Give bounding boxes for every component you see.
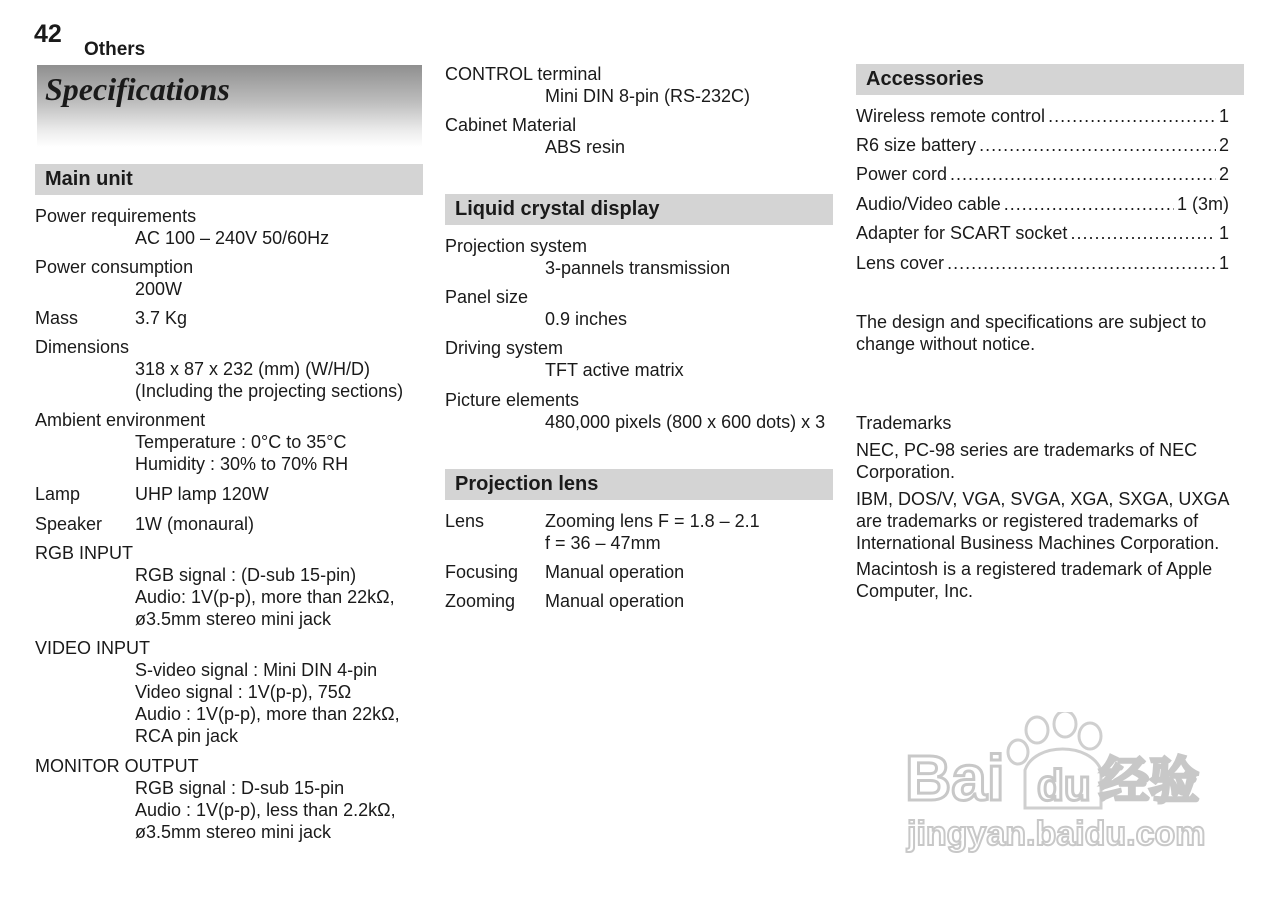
spec-label: Focusing [445, 562, 519, 582]
spec-entry [35, 336, 403, 402]
accessory-item [856, 222, 1229, 244]
spec-value: ABS resin [545, 137, 626, 157]
spec-label: Lens [445, 511, 485, 531]
main-unit-heading: Main unit [35, 164, 423, 195]
spec-entry [35, 755, 396, 843]
spec-entry [445, 63, 750, 107]
spec-value: Zooming lens F = 1.8 – 2.1 [545, 511, 760, 531]
accessory-name: Power cord [856, 164, 948, 184]
baidu-watermark [905, 712, 1210, 862]
spec-label: Ambient environment [35, 410, 206, 430]
spec-label: Dimensions [35, 337, 130, 357]
spec-label: Mass [35, 308, 79, 328]
spec-entry [445, 337, 684, 381]
spec-value: Temperature : 0°C to 35°C [135, 432, 347, 452]
spec-entry [445, 389, 825, 433]
accessory-qty: 1 [1218, 106, 1229, 126]
spec-label: Power requirements [35, 206, 197, 226]
accessory-qty: 2 [1218, 164, 1229, 184]
accessory-item [856, 252, 1229, 274]
spec-value: AC 100 – 240V 50/60Hz [135, 228, 330, 248]
spec-label: Projection system [445, 236, 588, 256]
leader-dots [979, 134, 1216, 156]
spec-value: Audio : 1V(p-p), more than 22kΩ, [135, 704, 400, 724]
spec-value: Manual operation [545, 562, 685, 582]
accessory-name: Lens cover [856, 253, 945, 273]
spec-entry [445, 510, 760, 554]
spec-entry [35, 409, 348, 475]
spec-entry [445, 561, 684, 583]
spec-value: 318 x 87 x 232 (mm) (W/H/D) [135, 359, 371, 379]
accessory-qty: 1 (3m) [1176, 194, 1229, 214]
spec-entry [445, 590, 684, 612]
page-number: 42 [34, 20, 62, 48]
spec-value: (Including the projecting sections) [135, 381, 404, 401]
change-notice: The design and specifications are subject to change without notice. [856, 312, 1207, 354]
lcd-heading: Liquid crystal display [445, 194, 833, 225]
watermark-brand-cjk: 经验 [1099, 752, 1199, 810]
leader-dots [1070, 222, 1216, 244]
accessory-item [856, 105, 1229, 127]
spec-value: Humidity : 30% to 70% RH [135, 454, 349, 474]
title-banner [37, 65, 422, 147]
spec-value: ø3.5mm stereo mini jack [135, 822, 332, 842]
trademark-paragraph: IBM, DOS/V, VGA, SVGA, XGA, SXGA, UXGA are trademarks or registered trademarks of International Business Machines Corporation. [856, 489, 1229, 553]
spec-label: Panel size [445, 287, 529, 307]
accessory-name: Wireless remote control [856, 106, 1046, 126]
accessory-item [856, 134, 1229, 156]
accessory-name: Audio/Video cable [856, 194, 1001, 214]
spec-label: Cabinet Material [445, 115, 577, 135]
spec-entry [445, 114, 625, 158]
spec-label: MONITOR OUTPUT [35, 756, 199, 776]
spec-entry [35, 513, 254, 535]
spec-value: 3-pannels transmission [545, 258, 731, 278]
accessory-item [856, 163, 1229, 185]
spec-entry [35, 637, 400, 747]
watermark-brand: Bai [905, 742, 1005, 814]
spec-value: RCA pin jack [135, 726, 239, 746]
spec-entry [35, 256, 193, 300]
spec-label: CONTROL terminal [445, 64, 602, 84]
spec-label: Zooming [445, 591, 516, 611]
leader-dots [1048, 105, 1216, 127]
spec-label: Driving system [445, 338, 564, 358]
accessories-heading: Accessories [856, 64, 1244, 95]
spec-entry [445, 235, 730, 279]
spec-label: VIDEO INPUT [35, 638, 151, 658]
spec-value: Video signal : 1V(p-p), 75Ω [135, 682, 352, 702]
spec-label: Lamp [35, 484, 81, 504]
spec-value: 200W [135, 279, 183, 299]
spec-label: Picture elements [445, 390, 580, 410]
spec-entry [35, 205, 329, 249]
section-label: Others [84, 39, 146, 60]
spec-value: Mini DIN 8-pin (RS-232C) [545, 86, 751, 106]
spec-value: 1W (monaural) [135, 514, 255, 534]
trademarks-heading: Trademarks [856, 413, 952, 433]
accessory-qty: 1 [1218, 223, 1229, 243]
accessory-name: R6 size battery [856, 135, 977, 155]
watermark-url: jingyan.baidu.com [907, 815, 1206, 853]
accessory-item [856, 193, 1229, 215]
lens-heading: Projection lens [445, 469, 833, 500]
spec-label: RGB INPUT [35, 543, 134, 563]
watermark-brand-mark: du [1037, 761, 1091, 810]
leader-dots [950, 163, 1216, 185]
spec-label: Power consumption [35, 257, 194, 277]
accessory-qty: 1 [1218, 253, 1229, 273]
spec-value: RGB signal : (D-sub 15-pin) [135, 565, 357, 585]
spec-value: TFT active matrix [545, 360, 684, 380]
spec-value: Audio : 1V(p-p), less than 2.2kΩ, [135, 800, 396, 820]
spec-entry [35, 307, 187, 329]
accessory-qty: 2 [1218, 135, 1229, 155]
spec-value: 3.7 Kg [135, 308, 188, 328]
spec-entry [35, 483, 269, 505]
spec-entry [35, 542, 395, 630]
spec-value: 480,000 pixels (800 x 600 dots) x 3 [545, 412, 826, 432]
spec-value: Audio: 1V(p-p), more than 22kΩ, [135, 587, 395, 607]
spec-value: RGB signal : D-sub 15-pin [135, 778, 345, 798]
spec-value: S-video signal : Mini DIN 4-pin [135, 660, 378, 680]
spec-value: Manual operation [545, 591, 685, 611]
spec-value: f = 36 – 47mm [545, 533, 661, 553]
leader-dots [947, 252, 1216, 274]
trademark-paragraph: NEC, PC-98 series are trademarks of NEC Corporation. [856, 440, 1198, 482]
spec-value: UHP lamp 120W [135, 484, 269, 504]
trademark-paragraph: Macintosh is a registered trademark of Apple Computer, Inc. [856, 559, 1213, 601]
spec-value: 0.9 inches [545, 309, 628, 329]
page-title: Specifications [45, 71, 230, 107]
accessory-name: Adapter for SCART socket [856, 223, 1068, 243]
spec-entry [445, 286, 627, 330]
spec-label: Speaker [35, 514, 103, 534]
spec-value: ø3.5mm stereo mini jack [135, 609, 332, 629]
leader-dots [1004, 193, 1174, 215]
